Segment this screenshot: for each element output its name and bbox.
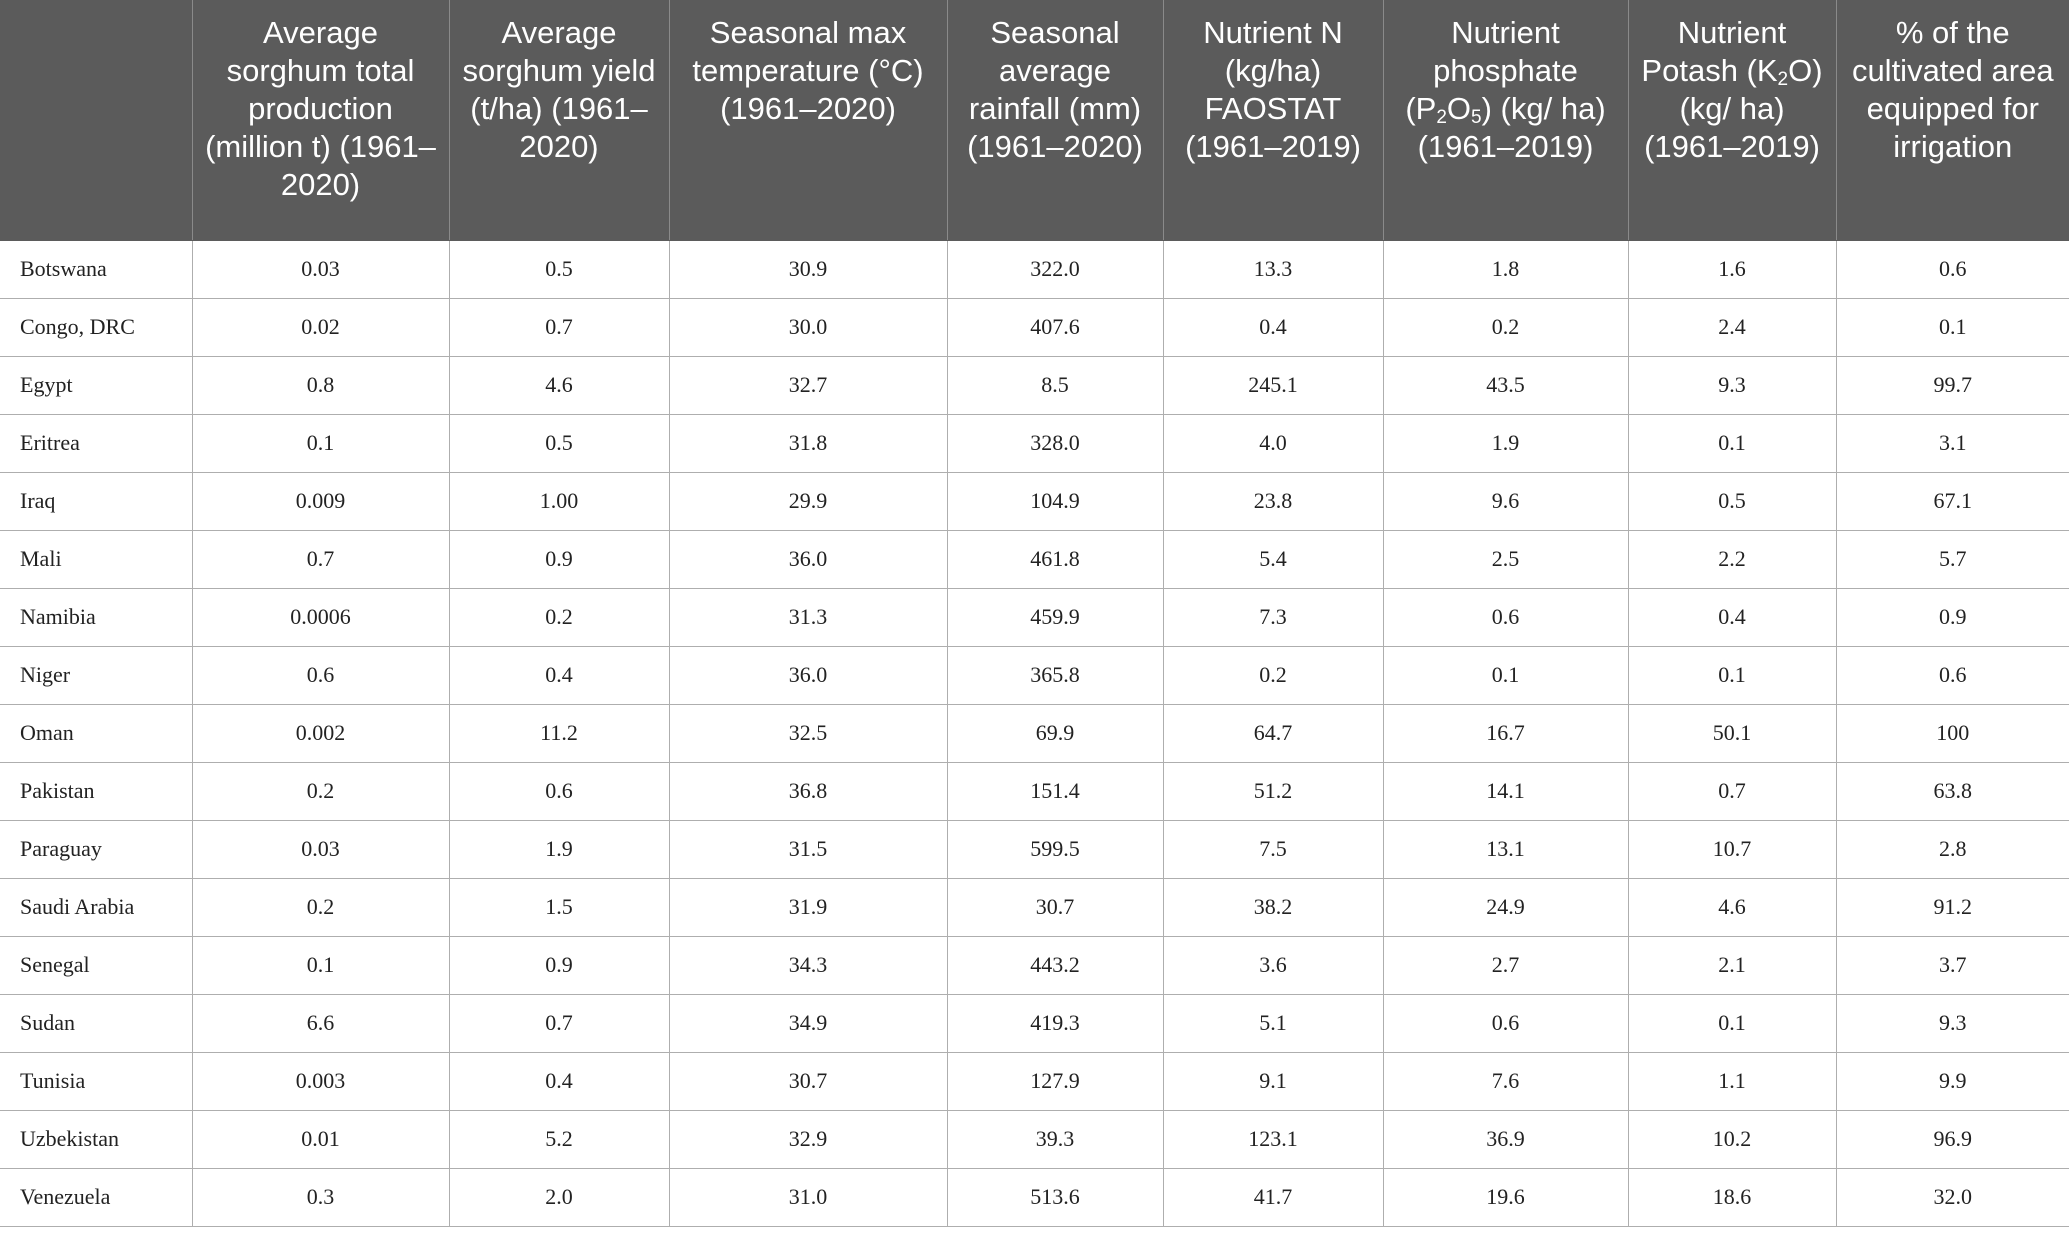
cell-yield: 0.9: [449, 530, 669, 588]
cell-yield: 0.5: [449, 414, 669, 472]
cell-rainfall: 407.6: [947, 298, 1163, 356]
table-body: [0, 240, 2069, 1226]
cell-nitrogen: 13.3: [1163, 240, 1383, 298]
cell-phosphate: 1.8: [1383, 240, 1628, 298]
header-potash: [1628, 0, 1836, 240]
table-row: [0, 414, 2069, 472]
cell-country: Botswana: [0, 240, 192, 298]
cell-irrigation: 3.1: [1836, 414, 2069, 472]
cell-nitrogen: 9.1: [1163, 1052, 1383, 1110]
cell-temperature: 31.9: [669, 878, 947, 936]
cell-nitrogen: 23.8: [1163, 472, 1383, 530]
header-potash-pre: Nutrient Potash (K: [1641, 15, 1787, 88]
cell-nitrogen: 7.3: [1163, 588, 1383, 646]
cell-irrigation: 99.7: [1836, 356, 2069, 414]
cell-nitrogen: 64.7: [1163, 704, 1383, 762]
cell-temperature: 34.9: [669, 994, 947, 1052]
header-country: [0, 0, 192, 240]
table-row: [0, 472, 2069, 530]
cell-rainfall: 127.9: [947, 1052, 1163, 1110]
table-row: [0, 298, 2069, 356]
cell-nitrogen: 0.2: [1163, 646, 1383, 704]
header-phosphate-sub1: 2: [1436, 107, 1447, 128]
cell-phosphate: 0.6: [1383, 994, 1628, 1052]
cell-temperature: 31.3: [669, 588, 947, 646]
cell-production: 6.6: [192, 994, 449, 1052]
cell-temperature: 31.5: [669, 820, 947, 878]
cell-potash: 9.3: [1628, 356, 1836, 414]
cell-nitrogen: 5.4: [1163, 530, 1383, 588]
cell-irrigation: 3.7: [1836, 936, 2069, 994]
cell-irrigation: 5.7: [1836, 530, 2069, 588]
cell-phosphate: 14.1: [1383, 762, 1628, 820]
cell-potash: 2.1: [1628, 936, 1836, 994]
cell-temperature: 36.8: [669, 762, 947, 820]
cell-irrigation: 9.3: [1836, 994, 2069, 1052]
cell-nitrogen: 51.2: [1163, 762, 1383, 820]
cell-potash: 0.5: [1628, 472, 1836, 530]
cell-country: Oman: [0, 704, 192, 762]
cell-yield: 4.6: [449, 356, 669, 414]
cell-production: 0.002: [192, 704, 449, 762]
cell-phosphate: 36.9: [1383, 1110, 1628, 1168]
table-header: [0, 0, 2069, 240]
cell-yield: 1.00: [449, 472, 669, 530]
cell-country: Uzbekistan: [0, 1110, 192, 1168]
cell-yield: 0.4: [449, 1052, 669, 1110]
cell-production: 0.1: [192, 414, 449, 472]
table-row: [0, 936, 2069, 994]
cell-yield: 11.2: [449, 704, 669, 762]
cell-potash: 10.2: [1628, 1110, 1836, 1168]
cell-yield: 0.7: [449, 298, 669, 356]
cell-production: 0.8: [192, 356, 449, 414]
cell-phosphate: 19.6: [1383, 1168, 1628, 1226]
cell-temperature: 34.3: [669, 936, 947, 994]
cell-production: 0.6: [192, 646, 449, 704]
cell-potash: 1.6: [1628, 240, 1836, 298]
cell-potash: 0.4: [1628, 588, 1836, 646]
cell-country: Iraq: [0, 472, 192, 530]
table-row: [0, 1110, 2069, 1168]
cell-rainfall: 322.0: [947, 240, 1163, 298]
cell-production: 0.0006: [192, 588, 449, 646]
table-row: [0, 588, 2069, 646]
cell-potash: 0.1: [1628, 646, 1836, 704]
cell-rainfall: 513.6: [947, 1168, 1163, 1226]
cell-rainfall: 8.5: [947, 356, 1163, 414]
cell-potash: 0.1: [1628, 994, 1836, 1052]
cell-country: Pakistan: [0, 762, 192, 820]
cell-phosphate: 24.9: [1383, 878, 1628, 936]
cell-production: 0.01: [192, 1110, 449, 1168]
cell-phosphate: 9.6: [1383, 472, 1628, 530]
cell-irrigation: 96.9: [1836, 1110, 2069, 1168]
cell-production: 0.3: [192, 1168, 449, 1226]
cell-country: Tunisia: [0, 1052, 192, 1110]
cell-phosphate: 0.1: [1383, 646, 1628, 704]
cell-country: Egypt: [0, 356, 192, 414]
cell-nitrogen: 41.7: [1163, 1168, 1383, 1226]
cell-phosphate: 2.5: [1383, 530, 1628, 588]
cell-potash: 2.2: [1628, 530, 1836, 588]
table-row: [0, 356, 2069, 414]
header-production: Average sorghum total production (million t) (1961–2020): [192, 0, 449, 240]
cell-yield: 2.0: [449, 1168, 669, 1226]
cell-rainfall: 151.4: [947, 762, 1163, 820]
cell-phosphate: 43.5: [1383, 356, 1628, 414]
cell-phosphate: 2.7: [1383, 936, 1628, 994]
cell-potash: 0.1: [1628, 414, 1836, 472]
cell-nitrogen: 0.4: [1163, 298, 1383, 356]
cell-yield: 0.4: [449, 646, 669, 704]
table-row: [0, 878, 2069, 936]
cell-rainfall: 30.7: [947, 878, 1163, 936]
cell-country: Sudan: [0, 994, 192, 1052]
header-phosphate-sub2: 5: [1471, 107, 1482, 128]
cell-irrigation: 63.8: [1836, 762, 2069, 820]
cell-nitrogen: 7.5: [1163, 820, 1383, 878]
cell-rainfall: 443.2: [947, 936, 1163, 994]
header-potash-post: O) (kg/ ha) (1961–2019): [1644, 53, 1823, 164]
table-row: [0, 240, 2069, 298]
cell-temperature: 30.9: [669, 240, 947, 298]
cell-irrigation: 67.1: [1836, 472, 2069, 530]
cell-country: Senegal: [0, 936, 192, 994]
header-rainfall: Seasonal average rainfall (mm) (1961–2020): [947, 0, 1163, 240]
cell-potash: 10.7: [1628, 820, 1836, 878]
cell-phosphate: 1.9: [1383, 414, 1628, 472]
cell-irrigation: 9.9: [1836, 1052, 2069, 1110]
cell-temperature: 30.0: [669, 298, 947, 356]
cell-yield: 1.5: [449, 878, 669, 936]
cell-yield: 5.2: [449, 1110, 669, 1168]
table-row: [0, 530, 2069, 588]
header-irrigation: % of the cultivated area equipped for irrigation: [1836, 0, 2069, 240]
cell-production: 0.2: [192, 762, 449, 820]
header-temperature: Seasonal max temperature (°C) (1961–2020): [669, 0, 947, 240]
cell-nitrogen: 4.0: [1163, 414, 1383, 472]
cell-temperature: 32.7: [669, 356, 947, 414]
header-phosphate: [1383, 0, 1628, 240]
table-row: [0, 762, 2069, 820]
cell-rainfall: 328.0: [947, 414, 1163, 472]
cell-production: 0.1: [192, 936, 449, 994]
cell-country: Mali: [0, 530, 192, 588]
cell-temperature: 32.5: [669, 704, 947, 762]
cell-nitrogen: 5.1: [1163, 994, 1383, 1052]
cell-temperature: 31.0: [669, 1168, 947, 1226]
cell-temperature: 31.8: [669, 414, 947, 472]
cell-irrigation: 0.1: [1836, 298, 2069, 356]
cell-rainfall: 69.9: [947, 704, 1163, 762]
table-row: [0, 994, 2069, 1052]
cell-production: 0.7: [192, 530, 449, 588]
cell-temperature: 36.0: [669, 646, 947, 704]
cell-rainfall: 459.9: [947, 588, 1163, 646]
cell-production: 0.009: [192, 472, 449, 530]
cell-irrigation: 2.8: [1836, 820, 2069, 878]
cell-irrigation: 0.6: [1836, 240, 2069, 298]
cell-rainfall: 104.9: [947, 472, 1163, 530]
cell-yield: 0.9: [449, 936, 669, 994]
cell-irrigation: 91.2: [1836, 878, 2069, 936]
cell-phosphate: 16.7: [1383, 704, 1628, 762]
cell-irrigation: 100: [1836, 704, 2069, 762]
cell-production: 0.003: [192, 1052, 449, 1110]
cell-yield: 0.2: [449, 588, 669, 646]
cell-potash: 1.1: [1628, 1052, 1836, 1110]
cell-country: Niger: [0, 646, 192, 704]
cell-temperature: 32.9: [669, 1110, 947, 1168]
cell-temperature: 36.0: [669, 530, 947, 588]
cell-yield: 0.5: [449, 240, 669, 298]
header-nitrogen: Nutrient N (kg/ha) FAOSTAT (1961–2019): [1163, 0, 1383, 240]
cell-yield: 1.9: [449, 820, 669, 878]
cell-rainfall: 39.3: [947, 1110, 1163, 1168]
cell-phosphate: 13.1: [1383, 820, 1628, 878]
table-row: [0, 704, 2069, 762]
cell-potash: 50.1: [1628, 704, 1836, 762]
cell-phosphate: 0.6: [1383, 588, 1628, 646]
cell-rainfall: 365.8: [947, 646, 1163, 704]
cell-production: 0.2: [192, 878, 449, 936]
cell-yield: 0.6: [449, 762, 669, 820]
table-row: [0, 1168, 2069, 1226]
header-yield: Average sorghum yield (t/ha) (1961–2020): [449, 0, 669, 240]
cell-rainfall: 599.5: [947, 820, 1163, 878]
cell-country: Paraguay: [0, 820, 192, 878]
table-row: [0, 646, 2069, 704]
cell-irrigation: 32.0: [1836, 1168, 2069, 1226]
cell-phosphate: 7.6: [1383, 1052, 1628, 1110]
cell-rainfall: 461.8: [947, 530, 1163, 588]
cell-country: Namibia: [0, 588, 192, 646]
cell-nitrogen: 3.6: [1163, 936, 1383, 994]
cell-country: Eritrea: [0, 414, 192, 472]
cell-temperature: 29.9: [669, 472, 947, 530]
table-row: [0, 820, 2069, 878]
cell-irrigation: 0.6: [1836, 646, 2069, 704]
cell-nitrogen: 38.2: [1163, 878, 1383, 936]
cell-production: 0.03: [192, 820, 449, 878]
cell-potash: 4.6: [1628, 878, 1836, 936]
header-phosphate-pre: Nutrient phosphate (P: [1405, 15, 1578, 126]
cell-nitrogen: 123.1: [1163, 1110, 1383, 1168]
header-phosphate-post: ) (kg/ ha) (1961–2019): [1417, 91, 1606, 164]
cell-irrigation: 0.9: [1836, 588, 2069, 646]
cell-production: 0.02: [192, 298, 449, 356]
cell-potash: 0.7: [1628, 762, 1836, 820]
cell-country: Congo, DRC: [0, 298, 192, 356]
cell-phosphate: 0.2: [1383, 298, 1628, 356]
header-phosphate-mid: O: [1446, 91, 1472, 126]
cell-country: Venezuela: [0, 1168, 192, 1226]
cell-temperature: 30.7: [669, 1052, 947, 1110]
header-potash-sub: 2: [1777, 69, 1789, 90]
cell-country: Saudi Arabia: [0, 878, 192, 936]
header-row: [0, 0, 2069, 240]
cell-production: 0.03: [192, 240, 449, 298]
cell-rainfall: 419.3: [947, 994, 1163, 1052]
cell-potash: 2.4: [1628, 298, 1836, 356]
cell-nitrogen: 245.1: [1163, 356, 1383, 414]
cell-potash: 18.6: [1628, 1168, 1836, 1226]
table-row: [0, 1052, 2069, 1110]
cell-yield: 0.7: [449, 994, 669, 1052]
